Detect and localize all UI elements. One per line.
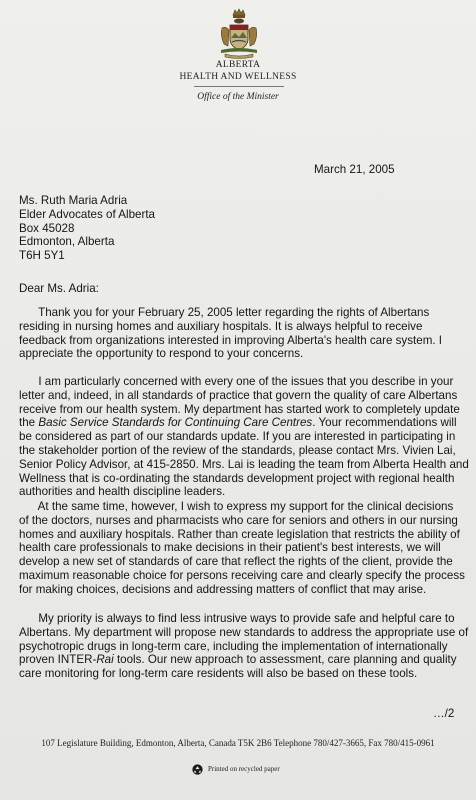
paragraph-line: homes and auxiliary hospitals. Rather than create legislation that restricts the ability of (19, 527, 460, 541)
paragraph-line: appreciate the opportunity to respond to your concerns. (19, 347, 304, 361)
paragraph-line: of the doctors, nurses and pharmacists who care for seniors and others in our nursing (19, 513, 458, 527)
paragraph-line: be considered as part of our standards update. If you are interested in participating in (19, 430, 456, 444)
recipient-address (19, 194, 155, 263)
page-continuation: …/2 (433, 707, 455, 720)
paragraph-4 (19, 612, 469, 681)
paragraph-line: the stakeholder portion of the review of the standards, please contact Mrs. Vivien Lai, (19, 443, 456, 457)
recycle-icon (192, 764, 203, 775)
recipient-city: Edmonton, Alberta (19, 235, 115, 249)
paragraph-3 (19, 500, 469, 597)
alberta-coat-of-arms-icon (216, 8, 262, 60)
paragraph-line: Albertans. My department will propose new standards to address the appropriate use of (19, 625, 469, 639)
paragraph-line-with-italic: proven INTER-Rai tools. Our new approach to assessment, care planning and quality (19, 653, 457, 667)
office-of-minister: Office of the Minister (197, 92, 279, 102)
recipient-postal-code: T6H 5Y1 (19, 249, 65, 263)
recycled-text: Printed on recycled paper (208, 765, 280, 773)
recipient-name: Ms. Ruth Maria Adria (19, 194, 128, 207)
paragraph-line-with-title: the Basic Service Standards for Continuing Care Centres. Your recommendations will (19, 416, 457, 430)
paragraph-line: residing in nursing homes and auxiliary hospitals. It is always helpful to receive (19, 319, 423, 333)
paragraph-line: maximum reasonable choice for persons receiving care and clearly specify the process (19, 568, 465, 582)
org-name-line1: ALBERTA (215, 60, 261, 70)
org-name-line2: HEALTH AND WELLNESS (179, 72, 297, 82)
letter-date: March 21, 2005 (314, 163, 395, 176)
paragraph-line: psychotropic drugs in long-term care, including the implementation of internationally (19, 639, 448, 653)
recipient-box: Box 45028 (19, 221, 75, 235)
italic-title: Basic Service Standards for Continuing Care Centres (38, 416, 313, 430)
paragraph-line: receive from our health system. My department has started work to completely update (19, 402, 460, 416)
paragraph-line: care monitoring for long-term care residents will also be based on these tools. (19, 667, 418, 681)
paragraph-1 (19, 306, 469, 361)
paragraph-line: My priority is always to find less intrusive ways to provide safe and helpful care to (19, 612, 455, 625)
paragraph-line: health care professionals to make decisions in their patient's best interests, we will (19, 541, 441, 555)
paragraph-line: feedback from organizations interested in improving Alberta's health care system. I (19, 333, 443, 347)
recipient-organization: Elder Advocates of Alberta (19, 207, 155, 221)
paragraph-line: At the same time, however, I wish to express my support for the clinical decisions (19, 500, 454, 513)
footer-address: 107 Legislature Building, Edmonton, Alberta, Canada T5K 2B6 Telephone 780/427-3665, Fax 780/415-0961 (41, 738, 435, 748)
paragraph-line: Thank you for your February 25, 2005 letter regarding the rights of Albertans (19, 306, 430, 319)
salutation: Dear Ms. Adria: (19, 282, 99, 295)
letterhead-divider (194, 86, 284, 87)
paragraph-line: for making choices, decisions and addressing matters of conflict that may arise. (19, 582, 427, 596)
paragraph-line: authorities and health discipline leaders. (19, 485, 226, 499)
paragraph-line: I am particularly concerned with every one of the issues that you describe in your (19, 375, 454, 388)
paragraph-2 (19, 375, 469, 499)
paragraph-line: letter and, indeed, in all standards of practice that govern the quality of care Albertans (19, 388, 458, 402)
italic-title: Rai (96, 653, 114, 667)
paragraph-line: develop a new set of standards of care that reflect the rights of the client, provide the (19, 555, 453, 569)
paragraph-line: Senior Policy Advisor, at 415-2850. Mrs. Lai is leading the team from Alberta Health and (19, 457, 469, 471)
paragraph-line: Wellness that is co-ordinating the standards development project with regional health (19, 471, 455, 485)
